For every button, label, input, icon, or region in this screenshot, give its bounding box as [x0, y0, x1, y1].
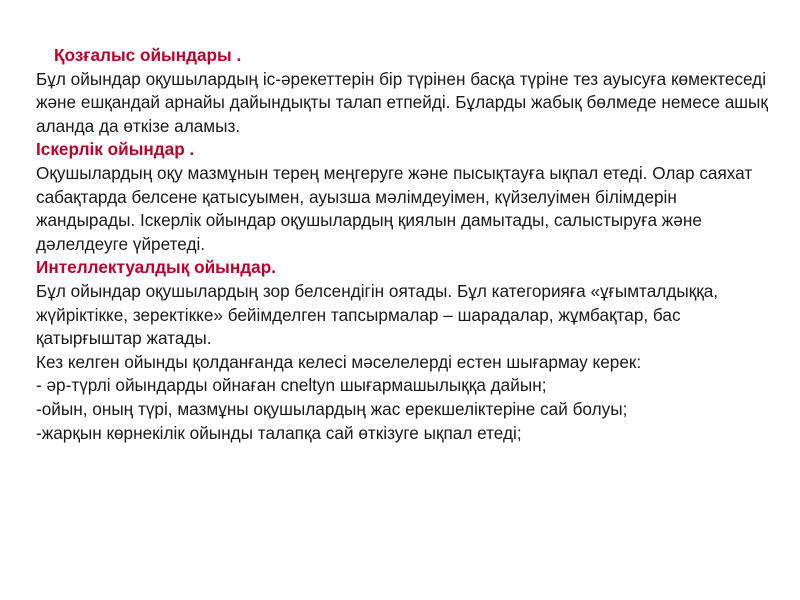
- document-body: [36, 44, 776, 445]
- paragraph-requirements-intro: Кез келген ойынды қолданғанда келесі мәселелерді естен шығармау керек:: [36, 351, 642, 372]
- paragraph-business-games: Оқушылардың оқу мазмұнын терең меңгеруге және пысықтауға ықпал етеді. Олар саяхат сабақтарда белсене қатысуымен, ауызша мәлімдеуімен, күйзелуімен білімдерін жандырады. Іскерлік ойындар оқушылардың қиялын дамытады, салыстыруға және дәлелдеуге үйретеді.: [36, 162, 753, 254]
- list-item: -жарқын көрнекілік ойынды талапқа сай өткізуге ықпал етеді;: [36, 422, 522, 443]
- list-item: -ойын, оның түрі, мазмұны оқушылардың жас ерекшеліктеріне сай болуы;: [36, 398, 628, 419]
- heading-business-games: Іскерлік ойындар .: [36, 139, 195, 160]
- list-item: - әр-түрлі ойындарды ойнаған cneltyn шығармашылыққа дайын;: [36, 375, 547, 396]
- paragraph-intellectual-games: Бұл ойындар оқушылардың зор белсендігін оятады. Бұл категорияға «ұғымталдыққа, жүйріктікке, зеректікке» бейімделген тапсырмалар – шарадалар, жұмбақтар, бас қатырғыштар жатады.: [36, 280, 719, 349]
- heading-motion-games: Қозғалыс ойындары .: [54, 45, 242, 65]
- heading-intellectual-games: Интеллектуалдық ойындар.: [36, 257, 276, 278]
- paragraph-motion-games: Бұл ойындар оқушылардың іс-әрекеттерін бір түрінен басқа түріне тез ауысуға көмектеседі және ешқандай арнайы дайындықты талап етпейді. Бұларды жабық бөлмеде немесе ашық аланда да өткізе аламыз.: [36, 68, 768, 136]
